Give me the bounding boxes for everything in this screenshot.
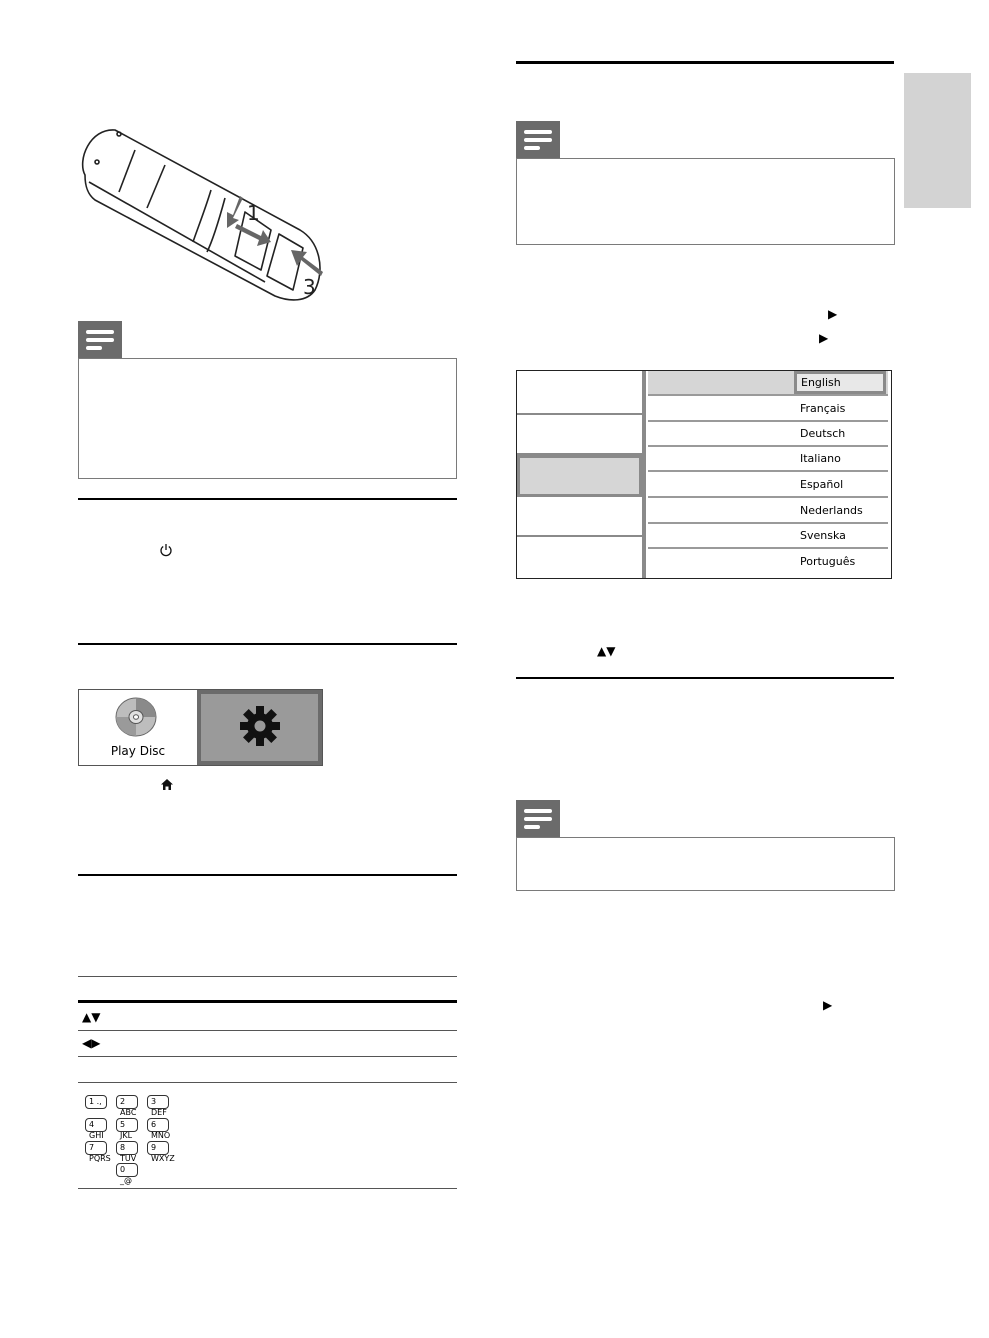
note-icon [516,800,560,838]
language-label: English [794,371,886,394]
step-3-label: 3 [303,275,316,299]
play-right-icon: ▶ [819,331,829,345]
home-menu [78,689,323,766]
play-disc-item[interactable] [79,690,197,765]
numeric-keypad [85,1095,175,1185]
key-1: 1 ., [85,1095,107,1109]
play-right-icon: ▶ [823,998,833,1012]
table-rule [78,1030,457,1031]
language-option[interactable] [648,473,888,498]
step-1-label: 1 [247,201,260,225]
note-icon [78,321,122,359]
key-8: 8 TUV [116,1141,138,1155]
gear-icon [238,704,282,748]
up-down-icon: ▲▼ [82,1010,101,1024]
key-9: 9 WXYZ [147,1141,169,1155]
note-box [78,358,457,479]
key-3: 3 DEF [147,1095,169,1109]
language-label: Nederlands [800,504,863,517]
table-rule [78,1188,457,1189]
play-right-icon: ▶ [828,307,838,321]
language-option[interactable] [648,422,888,447]
up-down-icon: ▲▼ [597,644,616,658]
language-option[interactable] [648,447,888,472]
language-option-selected[interactable] [648,371,888,396]
language-label: Español [800,478,844,491]
language-label: Italiano [800,452,841,465]
language-option[interactable] [648,550,888,575]
key-7: 7 PQRS [85,1141,107,1155]
note-icon [516,121,560,159]
menu-category-selected[interactable] [517,455,642,497]
language-label: Svenska [800,529,846,542]
language-label: Français [800,402,846,415]
menu-category[interactable] [517,537,642,578]
table-rule [78,1056,457,1057]
language-option[interactable] [648,397,888,422]
play-disc-label: Play Disc [110,744,166,758]
table-header-rule [78,1000,457,1003]
side-tab [904,73,971,208]
power-icon [159,543,173,557]
note-box [516,837,895,891]
disc-icon [113,696,159,738]
settings-item[interactable] [197,690,322,765]
key-0: 0 _@ [116,1163,138,1177]
remote-battery-illustration [75,120,335,305]
menu-category[interactable] [517,497,642,537]
language-menu [516,370,892,579]
left-right-icon: ◀▶ [82,1036,101,1050]
language-label: Deutsch [800,427,846,440]
key-6: 6 MNO [147,1118,169,1132]
section-divider [516,61,894,64]
menu-category[interactable] [517,415,642,455]
key-2: 2 ABC [116,1095,138,1109]
section-divider [78,643,457,645]
menu-category[interactable] [517,371,642,415]
menu-categories [517,371,646,578]
key-5: 5 JKL [116,1118,138,1132]
table-rule [78,1082,457,1083]
section-divider [78,498,457,500]
language-option[interactable] [648,499,888,524]
section-divider [516,677,894,679]
note-box [516,158,895,245]
language-label: Português [800,555,856,568]
table-rule [78,976,457,977]
section-divider [78,874,457,876]
language-option[interactable] [648,524,888,549]
home-icon [160,778,174,791]
key-4: 4 GHI [85,1118,107,1132]
